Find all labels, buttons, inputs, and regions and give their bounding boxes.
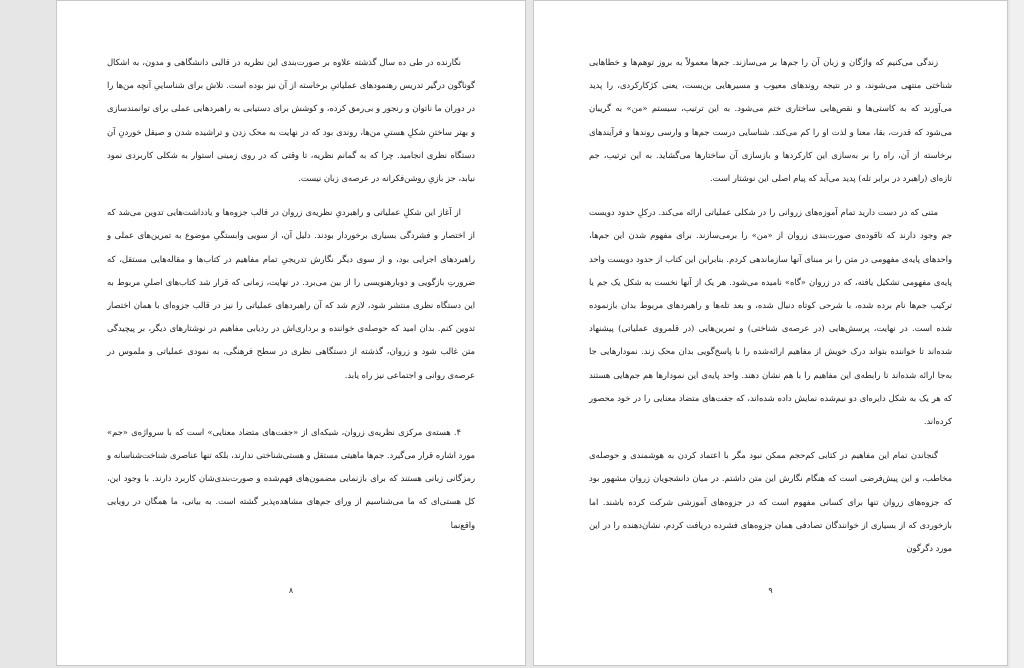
document-page-right <box>533 0 1008 666</box>
paragraph: نگارنده در طی ده سال گذشته علاوه بر صورت‌بندی این نظریه در قالبی دانشگاهی و مدون، به اشکال گوناگون درگیر تدریس رهنمودهای عملیاتیِ برخاسته از آن نیز بوده است. تلاش برای شناساییِ آنچه من‌ها را در دوران ما ناتوان و رنجور و بی‌رمق کرده، و کوشش برای دستیابی به راهبردهایی عملی برای توانمندسازی و بهتر ساختنِ شکلِ هستیِ من‌ها، روندی بود که در نهایت به محک زدن و تراشیده شدن و صیقل خوردنِ آن دستگاه نظری انجامید. چرا که به گمانم نظریه، تا وقتی که در روی زمینی استوار به شکلی کاربردی نمود نیابد، جز بازیِ روشن‌فکرانه در عرصه‌ی زبان نیست. <box>107 57 475 184</box>
page-body <box>107 51 475 537</box>
paragraph: از آغاز این شکلِ عملیاتی و راهبردیِ نظریه‌ی زروان در قالب جزوه‌ها و یادداشت‌هایی تدوین می‌شد که از اختصار و فشردگی بسیاری برخوردار بودند. دلیل آن، از سویی وابستگیِ موضوع به تمرین‌های عملی و راهبردهای اجرایی بود، و از سوی دیگر نگارش تدریجیِ تمام مفاهیم در کتاب‌ها و مقاله‌هایی مستقل، که ضرورتِ بازگویی و دوبارهنویسی را از بین می‌برد. در نهایت، زمانی که قرار شد کتاب‌های اصلیِ مربوط به این دستگاه نظری منتشر شود، لازم شد که آن راهبردهای عملیاتی را نیز در قالب جزوه‌ای با همان اختصار تدوین کنم. بدان امید که حوصله‌ی خواننده و برداری‌اش در ردیابی مفاهیم در نوشتارهای دیگر، بر پیچیدگی متن غالب شود و زروان، گذشته از دستگاهی نظری در سطح فرهنگی، به نمودی عملیاتی و ملموس در عرصه‌ی روانی و اجتماعی نیز راه یابد. <box>107 207 475 380</box>
paragraph: ۴. هسته‌ی مرکزی نظریه‌ی زروان، شبکه‌ای از «جفت‌های متضاد معنایی» است که با سرواژه‌ی «جم» مورد اشاره قرار می‌گیرد. جم‌ها ماهیتی مستقل و هستی‌شناختی ندارند، بلکه تنها عناصری شناخت‌شناسانه و رمزگانی زبانی هستند که برای بازنمایی مضمون‌های فهم‌شده و صورت‌بندی‌شان کاربرد دارند. با وجود این، کل هستی‌ای که ما می‌شناسیم از ورای جم‌های مشاهده‌پذیر گشته است. به بیانی، ما همگان در رویایی واقع‌نما <box>107 426 475 530</box>
paragraph: گنجاندن تمام این مفاهیم در کتابی کم‌حجم ممکن نبود مگر با اعتماد کردن به هوشمندی و حوصله‌ی مخاطب، و این پیش‌فرضی است که هنگام نگارش این متن داشتم. در میان دانشجویان زروان مشهور بود که جزوه‌های زروان تنها برای کسانی مفهوم است که در جزوه‌های آموزشی شرکت کرده باشند. اما بازخوردی که از بسیاری از خوانندگان تصادفی همان جزوه‌های فشرده دریافت کردم، نشان‌دهنده را در این مورد دگرگون <box>589 450 952 554</box>
document-page-left <box>56 0 526 666</box>
page-body <box>589 51 952 560</box>
vertical-scrollbar[interactable] <box>1010 0 1024 668</box>
page-number: ۸ <box>288 586 294 595</box>
paragraph: متنی که در دست دارید تمام آموزه‌های زروانی را در شکلی عملیاتی ارائه می‌کند. درکلِ حدود دویست جم وجود دارند که تاقوده‌ی صورت‌بندی زروان از «من» را برمی‌سازند. برای مفهوم شدن این جم‌ها، واحدهای پایه‌ی مفهومی در متن را بر مبنای آنها سازماندهی کردم. بنابراین این کتاب از حدود دویست واحد پایه‌ی مفهومی تشکیل یافته، که در زروان «گاه» نامیده می‌شود. هر یک از آنها نخست به شکل یک جم یا ترکیب جم‌ها نام برده شده، با شرحی کوتاه دنبال شده، و بعد تله‌ها و راهبردهای مربوط بدان بازنموده شده است. در نهایت، پرسش‌هایی (در عرصه‌ی شناختی) و تمرین‌هایی (در قلمروی عملیاتی) پیشنهاد شده‌اند تا خواننده بتواند درک خویش از مفاهیم ارائه‌شده را با پاسخ‌گویی بدان محک زند. نمودارهایی جا به‌جا ارائه شده‌اند تا رابطه‌ی این مفاهیم را با هم نشان دهند. واحد پایه‌ی این نمودارها هم جم‌هایی هستند که هر یک به شکل دایره‌ای دو نیم‌شده نمایش داده شده‌اند، که جفت‌های متضاد معنایی را در خود محصور کرده‌اند. <box>589 207 952 427</box>
page-number: ۹ <box>768 586 773 595</box>
paragraph: زندگی می‌کنیم که واژگان و زبان آن را جم‌ها بر می‌سازند. جم‌ها معمولاً به بروز توهم‌ها و خطاهایی شناختی منتهی می‌شوند، و در نتیجه روندهای معیوب و مسیرهایی بن‌بست، یعنی کژکارکردی، را پدید می‌آورند که به کاستی‌ها و نقص‌هایی ساختاری ختم می‌شود. به این ترتیب، سیستم «من» به گریبان می‌شود که قدرت، بقا، معنا و لذت او را کم می‌کند. شناسایی درست جم‌ها و وارسی روندها و فرآیندهای برخاسته از آن، راه را بر به‌سازی این کارکردها و بازسازی آن ساختارها می‌گشاید. به این ترتیب، جم تازه‌ای (راهبرد در برابر تله) پدید می‌آید که پیام اصلی این نوشتار است. <box>589 57 952 184</box>
